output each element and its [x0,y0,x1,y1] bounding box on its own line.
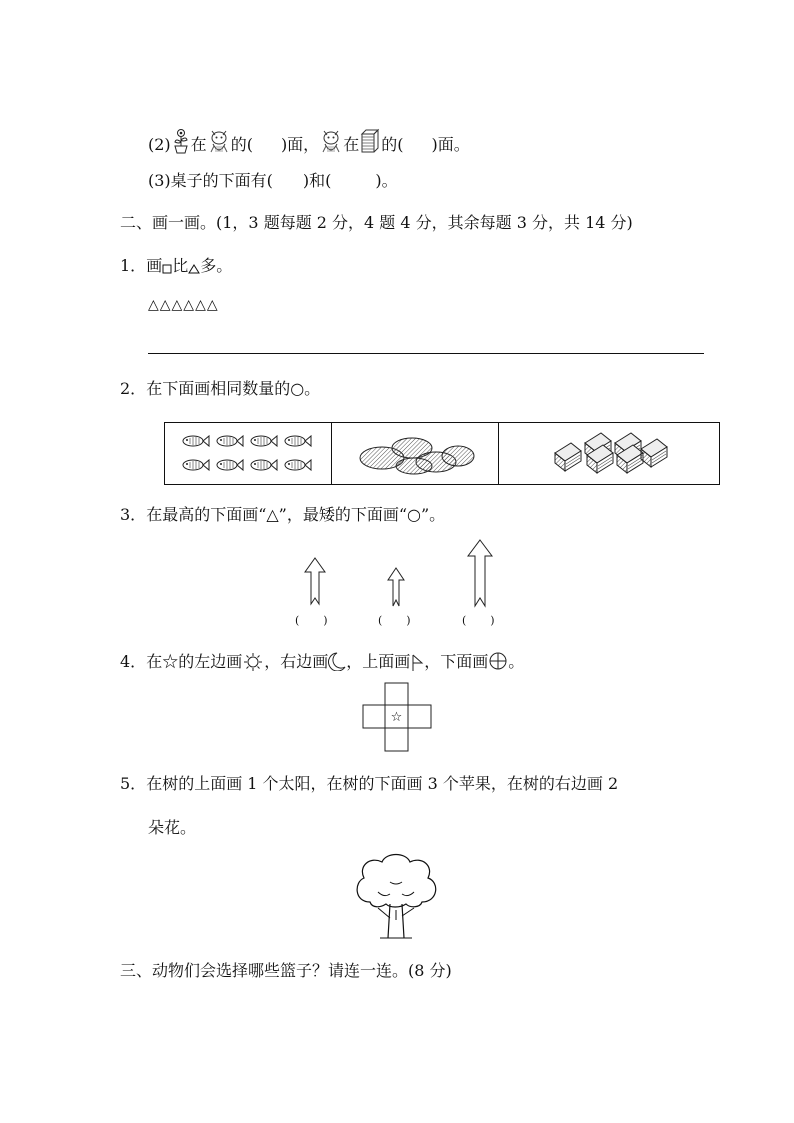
picture-table [164,422,720,485]
flag-icon [410,651,424,671]
flower-pot-icon [171,128,191,154]
triangle-icon [188,261,200,275]
arrow-medium [305,558,325,604]
question-1-3: (3)桌子的下面有( )和( )。 [148,171,398,190]
cat-icon [319,128,343,154]
stones-icon [358,432,478,476]
grid-cell-right[interactable] [408,705,431,728]
section-3-heading: 三、动物们会选择哪些篮子？请连一连。(8 分) [120,961,452,980]
book-stack-icon [359,128,381,154]
cross-grid [362,682,432,752]
arrow-tall [468,540,492,606]
question-2-4: 4．在☆的左边画 ，右边画 ，上面画 ，下面画 。 [120,652,525,671]
question-2-2: 2．在下面画相同数量的○。 [120,379,321,398]
cake-slice-icon [553,431,673,475]
tree-icon [350,852,442,942]
grid-cell-left[interactable] [363,705,385,728]
square-icon [162,261,172,275]
cat-icon [207,128,231,154]
answer-paren-2[interactable]: ( ) [378,614,411,627]
arrows-figure [290,536,510,612]
arrow-short [388,568,404,606]
sun-icon [242,651,264,671]
circle-cross-icon [488,651,508,671]
moon-icon [328,651,346,671]
question-1-2: (2) 在 的( )面， 在 的( )面。 [148,128,470,155]
question-2-3: 3．在最高的下面画“△”，最矮的下面画“○”。 [120,505,446,524]
stones-cell[interactable] [332,423,499,484]
question-2-5-line2: 朵花。 [148,818,197,837]
cake-cell[interactable] [499,423,719,484]
question-2-5: 5．在树的上面画 1 个太阳，在树的下面画 3 个苹果，在树的右边画 2 [120,774,619,793]
grid-cell-top[interactable] [385,683,408,705]
answer-line[interactable] [148,353,704,354]
fish-icon [179,432,319,476]
fish-cell[interactable] [165,423,332,484]
grid-cell-bottom[interactable] [385,728,408,751]
triangle-row: △△△△△△ [148,297,219,313]
answer-paren-1[interactable]: ( ) [295,614,328,627]
question-2-1: 1．画 比 多。 [120,256,233,275]
star-icon: ☆ [390,710,403,725]
section-2-heading: 二、画一画。(1，3 题每题 2 分，4 题 4 分，其余每题 3 分，共 14 分) [120,213,633,232]
answer-paren-3[interactable]: ( ) [462,614,495,627]
